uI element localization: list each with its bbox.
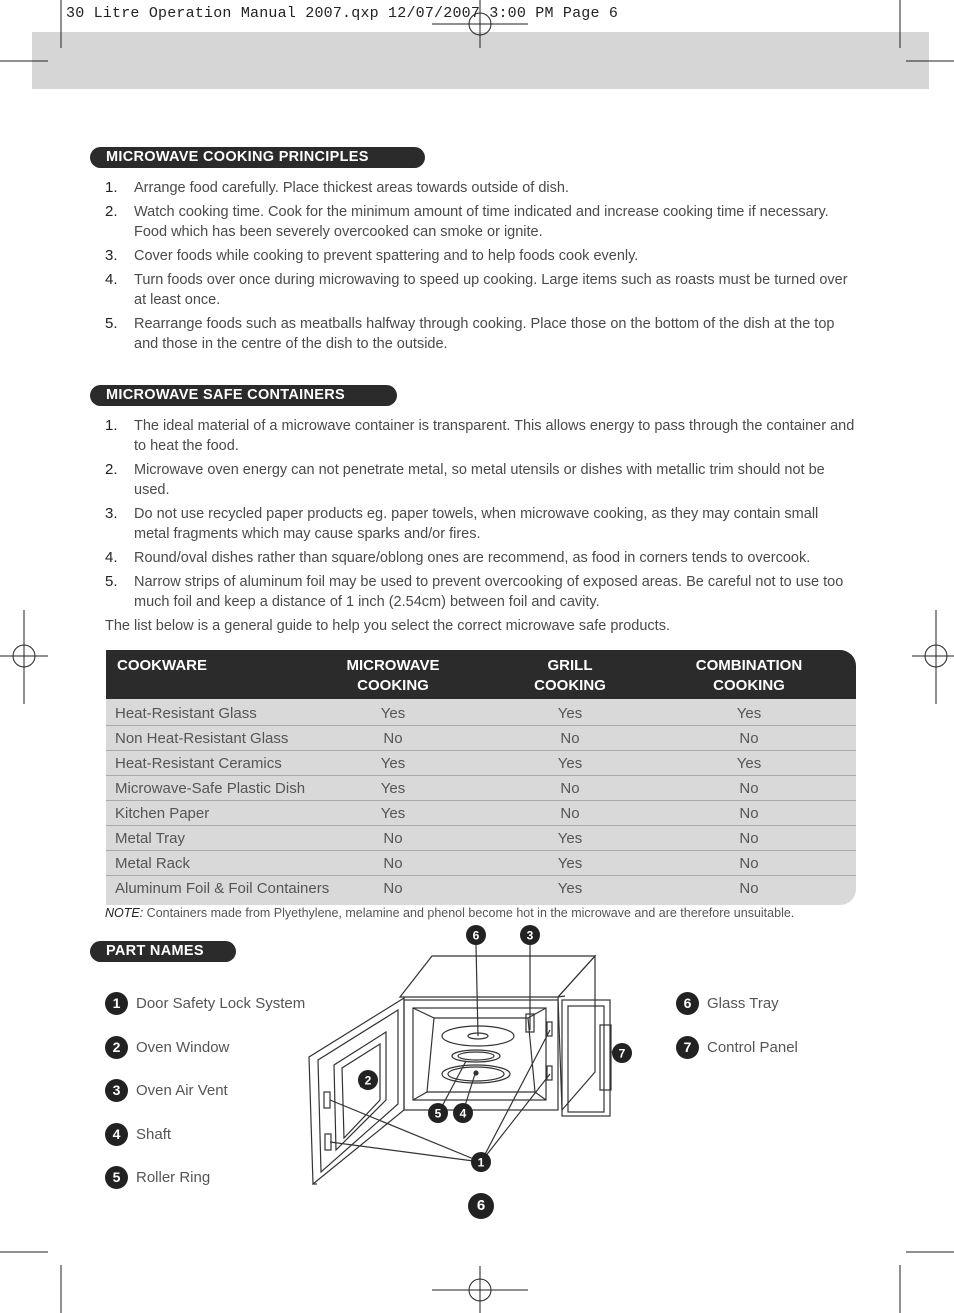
header-line: COOKING [713, 677, 785, 694]
list-item [105, 178, 857, 198]
cell-grill: Yes [557, 880, 583, 897]
cell-grill: No [560, 730, 580, 747]
cell-combination: No [739, 730, 759, 747]
header-microwave [328, 656, 458, 696]
table-row [106, 726, 856, 751]
cell-combination: No [739, 855, 759, 872]
part-number-badge: 3 [105, 1079, 128, 1102]
cell-grill: No [560, 780, 580, 797]
section-title-principles [90, 147, 425, 168]
principles-list [105, 178, 857, 358]
part-name: Shaft [136, 1126, 172, 1143]
header-line: MICROWAVE [346, 657, 440, 674]
part-name: Door Safety Lock System [136, 995, 306, 1012]
list-item [105, 202, 857, 242]
section-title-parts [90, 941, 236, 962]
cell-microwave: Yes [380, 705, 406, 722]
item-text: The ideal material of a microwave container is transparent. This allows energy to pass through the container and to heat the food. [134, 418, 855, 454]
header-line: COOKING [534, 677, 606, 694]
part-name: Glass Tray [707, 995, 779, 1012]
table-row [106, 751, 856, 776]
callout-3-label: 3 [526, 928, 534, 943]
table-row [106, 776, 856, 801]
cookware-table [106, 650, 856, 905]
callout-1-label: 1 [477, 1155, 485, 1170]
callout-4-label: 4 [459, 1106, 467, 1121]
header-combination [679, 656, 819, 696]
item-text: Cover foods while cooking to prevent spattering and to help foods cook evenly. [134, 248, 639, 264]
item-number: 2. [105, 203, 118, 220]
header-grill [505, 656, 635, 696]
table-intro: The list below is a general guide to help you select the correct microwave safe products. [105, 618, 670, 634]
header-band [32, 32, 929, 89]
callout-5-label: 5 [434, 1106, 442, 1121]
table-row [106, 876, 856, 900]
containers-list [105, 416, 857, 616]
item-text: Arrange food carefully. Place thickest areas towards outside of dish. [134, 180, 569, 196]
cell-microwave: Yes [380, 805, 406, 822]
list-item [105, 246, 857, 266]
list-item [105, 548, 857, 568]
page-number: 6 [468, 1193, 494, 1219]
part-number-badge: 1 [105, 992, 128, 1015]
cell-combination: Yes [736, 705, 762, 722]
cell-cookware: Microwave-Safe Plastic Dish [115, 780, 306, 797]
table-row [106, 851, 856, 876]
list-item [105, 314, 857, 354]
part-number-badge: 7 [676, 1036, 699, 1059]
item-number: 3. [105, 505, 118, 522]
item-number: 5. [105, 573, 118, 590]
cell-grill: Yes [557, 755, 583, 772]
note-label: NOTE: [105, 906, 144, 920]
cell-cookware: Heat-Resistant Glass [115, 705, 257, 722]
item-number: 2. [105, 461, 118, 478]
slug-line: 30 Litre Operation Manual 2007.qxp 12/07/2007 3:00 PM Page 6 [66, 5, 619, 22]
part-number-badge: 2 [105, 1036, 128, 1059]
cell-microwave: Yes [380, 780, 406, 797]
control-panel-housing [562, 1000, 610, 1116]
list-item [105, 416, 857, 456]
header-line: COMBINATION [695, 657, 803, 674]
microwave-diagram [300, 922, 640, 1190]
table-row [106, 801, 856, 826]
item-text: Rearrange foods such as meatballs halfway through cooking. Place those on the bottom of the dish at the top and those in the centre of the dish to the outside. [134, 316, 835, 352]
callout-7-label: 7 [618, 1046, 626, 1061]
section-title-containers [90, 385, 397, 406]
cell-cookware: Heat-Resistant Ceramics [115, 755, 282, 772]
part-number-badge: 6 [676, 992, 699, 1015]
list-item [105, 270, 857, 310]
cell-grill: Yes [557, 830, 583, 847]
table-note [105, 906, 794, 920]
item-text: Turn foods over once during microwaving to speed up cooking. Large items such as roasts must be turned over at least once. [134, 272, 848, 308]
cell-microwave: No [383, 730, 403, 747]
control-panel-shape [600, 1025, 611, 1090]
header-line: COOKING [357, 677, 429, 694]
list-item [105, 460, 857, 500]
header-line: COOKWARE [117, 657, 207, 674]
item-number: 3. [105, 247, 118, 264]
header-cookware [117, 656, 207, 676]
part-name: Oven Air Vent [136, 1082, 228, 1099]
cell-cookware: Aluminum Foil & Foil Containers [115, 880, 330, 897]
oven-window-shape [334, 1032, 386, 1150]
item-text: Watch cooking time. Cook for the minimum amount of time indicated and increase cooking time if necessary. Food which has been severely overcooked can smoke or ignite. [134, 204, 829, 240]
item-text: Narrow strips of aluminum foil may be used to prevent overcooking of exposed areas. Be careful not to use too much foil and keep a distance of 1 inch (2.54cm) between foil and cavity. [134, 574, 844, 610]
table-header [106, 650, 856, 699]
cell-combination: No [739, 880, 759, 897]
oven-door [309, 998, 404, 1184]
cell-combination: No [739, 805, 759, 822]
list-item [105, 504, 857, 544]
cell-cookware: Kitchen Paper [115, 805, 210, 822]
cell-microwave: Yes [380, 755, 406, 772]
oven-top [400, 956, 595, 997]
part-number-badge: 5 [105, 1166, 128, 1189]
header-line: GRILL [547, 657, 593, 674]
section-title-containers-text: MICROWAVE SAFE CONTAINERS [106, 387, 345, 403]
cell-combination: No [739, 780, 759, 797]
cell-combination: Yes [736, 755, 762, 772]
cell-microwave: No [383, 830, 403, 847]
item-number: 4. [105, 271, 118, 288]
item-number: 1. [105, 179, 118, 196]
cell-grill: Yes [557, 855, 583, 872]
item-text: Round/oval dishes rather than square/oblong ones are recommend, as food in corners tends to overcook. [134, 550, 811, 566]
part-name: Oven Window [136, 1039, 230, 1056]
cell-grill: No [560, 805, 580, 822]
table-row [106, 701, 856, 726]
cell-cookware: Non Heat-Resistant Glass [115, 730, 289, 747]
cell-cookware: Metal Tray [115, 830, 186, 847]
part-name: Roller Ring [136, 1169, 211, 1186]
item-number: 4. [105, 549, 118, 566]
cell-microwave: No [383, 855, 403, 872]
item-text: Do not use recycled paper products eg. paper towels, when microwave cooking, as they may contain small metal fragments which may cause sparks and/or fires. [134, 506, 819, 542]
cell-cookware: Metal Rack [115, 855, 191, 872]
note-text: Containers made from Plyethylene, melamine and phenol become hot in the microwave and are therefore unsuitable. [143, 906, 795, 920]
section-title-principles-text: MICROWAVE COOKING PRINCIPLES [106, 149, 369, 165]
cell-combination: No [739, 830, 759, 847]
list-item [105, 572, 857, 612]
item-number: 1. [105, 417, 118, 434]
table-row [106, 826, 856, 851]
cell-microwave: No [383, 880, 403, 897]
item-text: Microwave oven energy can not penetrate metal, so metal utensils or dishes with metallic trim should not be used. [134, 462, 825, 498]
callout-2-label: 2 [364, 1073, 372, 1088]
item-number: 5. [105, 315, 118, 332]
callout-6-label: 6 [472, 928, 480, 943]
part-name: Control Panel [707, 1039, 798, 1056]
cell-grill: Yes [557, 705, 583, 722]
part-number-badge: 4 [105, 1123, 128, 1146]
section-title-parts-text: PART NAMES [106, 943, 204, 959]
